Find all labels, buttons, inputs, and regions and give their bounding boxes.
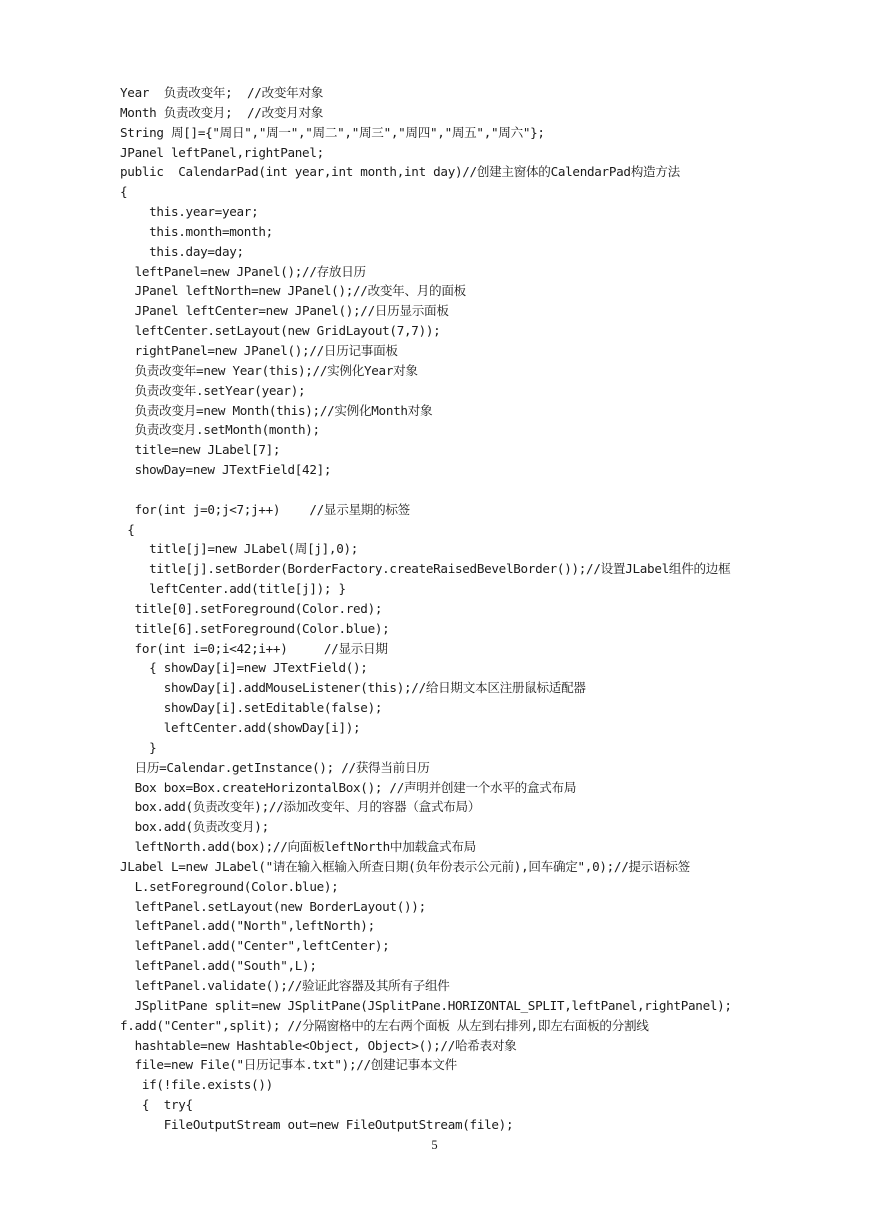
code-line: leftNorth.add(box);//向面板leftNorth中加载盒式布局: [120, 839, 476, 855]
code-line: String 周[]={"周日","周一","周二","周三","周四","周五","周六"};: [120, 124, 545, 140]
code-line: f.add("Center",split); //分隔窗格中的左右两个面板 从左到右排列,即左右面板的分割线: [120, 1017, 649, 1033]
code-line: for(int i=0;i<42;i++) //显示日期: [120, 640, 388, 656]
code-line: title[6].setForeground(Color.blue);: [120, 620, 390, 636]
code-line: showDay[i].addMouseListener(this);//给日期文本区注册鼠标适配器: [120, 680, 586, 696]
code-line: public CalendarPad(int year,int month,int day)//创建主窗体的CalendarPad构造方法: [120, 164, 680, 180]
code-line: if(!file.exists()): [120, 1077, 273, 1093]
code-line: 日历=Calendar.getInstance(); //获得当前日历: [120, 759, 430, 775]
code-block: [120, 83, 800, 1135]
code-line: this.day=day;: [120, 243, 244, 259]
code-line: 负责改变年=new Year(this);//实例化Year对象: [120, 362, 418, 378]
code-line: leftPanel=new JPanel();//存放日历: [120, 263, 366, 279]
code-line: [120, 480, 800, 500]
code-line: 负责改变月.setMonth(month);: [120, 422, 320, 438]
code-line: showDay[i].setEditable(false);: [120, 700, 383, 716]
page-number: 5: [431, 1138, 438, 1152]
code-line: rightPanel=new JPanel();//日历记事面板: [120, 342, 398, 358]
code-line: Month 负责改变月; //改变月对象: [120, 104, 324, 120]
code-line: this.month=month;: [120, 223, 273, 239]
code-line: { showDay[i]=new JTextField();: [120, 660, 368, 676]
code-line: Year 负责改变年; //改变年对象: [120, 85, 324, 100]
code-line: for(int j=0;j<7;j++) //显示星期的标签: [120, 501, 410, 517]
code-line: leftCenter.add(title[j]); }: [120, 581, 346, 597]
code-line: leftPanel.setLayout(new BorderLayout());: [120, 898, 426, 914]
code-line: 负责改变月=new Month(this);//实例化Month对象: [120, 402, 433, 418]
code-line: title[j].setBorder(BorderFactory.createRaisedBevelBorder());//设置JLabel组件的边框: [120, 561, 731, 577]
code-line: leftPanel.add("North",leftNorth);: [120, 918, 375, 934]
code-line: FileOutputStream out=new FileOutputStream(file);: [120, 1116, 514, 1132]
code-line: box.add(负责改变年);//添加改变年、月的容器（盒式布局）: [120, 799, 481, 815]
code-line: JLabel L=new JLabel("请在输入框输入所查日期(负年份表示公元前),回车确定",0);//提示语标签: [120, 858, 690, 874]
code-line: hashtable=new Hashtable<Object, Object>();//哈希表对象: [120, 1037, 517, 1053]
code-line: title=new JLabel[7];: [120, 442, 281, 458]
code-line: this.year=year;: [120, 204, 259, 220]
code-line: JPanel leftPanel,rightPanel;: [120, 144, 324, 160]
code-line: leftPanel.add("Center",leftCenter);: [120, 938, 390, 954]
code-line: {: [120, 521, 135, 537]
code-line: {: [120, 184, 128, 200]
code-line: JSplitPane split=new JSplitPane(JSplitPane.HORIZONTAL_SPLIT,leftPanel,rightPanel);: [120, 997, 732, 1013]
code-line: title[j]=new JLabel(周[j],0);: [120, 541, 359, 557]
code-line: box.add(负责改变月);: [120, 819, 269, 835]
code-line: leftPanel.validate();//验证此容器及其所有子组件: [120, 977, 450, 993]
code-line: Box box=Box.createHorizontalBox(); //声明并创建一个水平的盒式布局: [120, 779, 577, 795]
code-line: L.setForeground(Color.blue);: [120, 878, 339, 894]
code-line: 负责改变年.setYear(year);: [120, 382, 306, 398]
code-line: leftPanel.add("South",L);: [120, 958, 317, 974]
code-line: }: [120, 739, 157, 755]
code-line: title[0].setForeground(Color.red);: [120, 600, 383, 616]
code-line: { try{: [120, 1097, 193, 1113]
code-line: leftCenter.add(showDay[i]);: [120, 720, 361, 735]
code-line: showDay=new JTextField[42];: [120, 462, 332, 478]
code-line: leftCenter.setLayout(new GridLayout(7,7));: [120, 323, 441, 339]
code-line: file=new File("日历记事本.txt");//创建记事本文件: [120, 1057, 457, 1073]
code-line: JPanel leftCenter=new JPanel();//日历显示面板: [120, 303, 449, 319]
code-line: JPanel leftNorth=new JPanel();//改变年、月的面板: [120, 283, 466, 299]
